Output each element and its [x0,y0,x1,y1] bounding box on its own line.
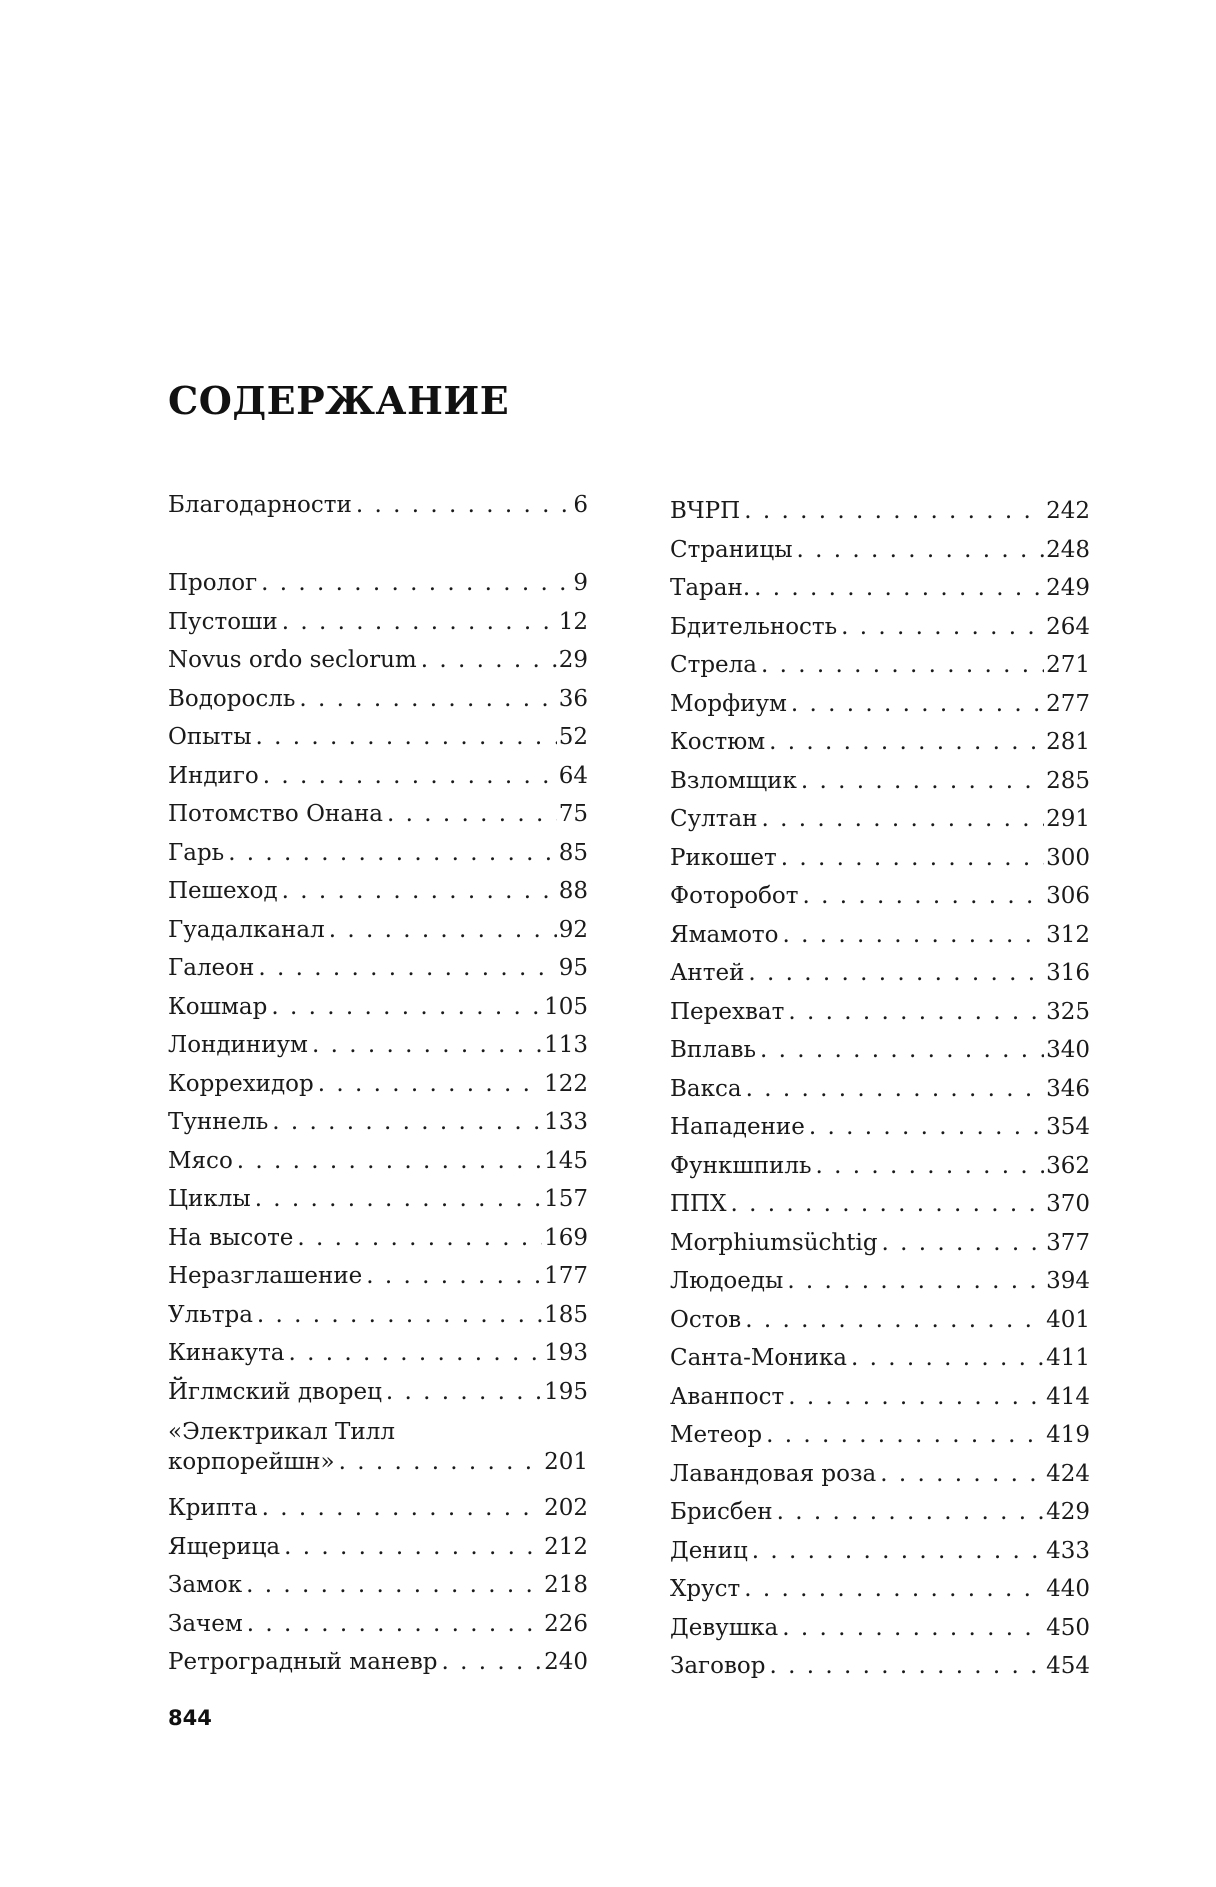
dot-leader [387,799,557,829]
toc-entry-page: 145 [544,1147,588,1174]
toc-entry-page: 242 [1046,498,1090,524]
toc-entry-page: 212 [544,1533,588,1560]
toc-entry-label: Коррехидор [168,1070,314,1097]
toc-entry [670,612,1090,642]
toc-entry-page: 277 [1046,690,1090,717]
dot-leader [801,766,1044,796]
toc-entry [168,1107,588,1137]
toc-entry [670,1536,1090,1566]
toc-entry [670,1035,1090,1065]
dot-leader [228,838,557,868]
toc-entry-label: Ретроградный маневр [168,1649,438,1675]
dot-leader [746,1074,1045,1104]
dot-leader [289,1338,543,1368]
toc-entry-label: Аванпост [670,1383,785,1410]
toc-entry-page: 133 [544,1109,588,1135]
toc-entry [670,1420,1090,1450]
dot-leader [803,881,1045,911]
dot-leader [312,1030,542,1060]
toc-entry-page: 195 [544,1378,588,1405]
toc-entry-label: Пешеход [168,878,278,904]
toc-entry-label: корпорейшн» [168,1449,335,1475]
dot-leader [386,1377,542,1407]
toc-entry-label: Дениц [670,1537,748,1564]
toc-entry [670,1651,1090,1681]
dot-leader [787,1266,1044,1296]
dot-leader [272,1107,542,1137]
toc-entry-page: 454 [1046,1653,1090,1679]
dot-leader [777,1497,1044,1527]
toc-entry-label: Благодарности [168,492,352,518]
toc-entry-label: Крипта [168,1495,258,1521]
toc-entry-label: Мясо [168,1147,233,1174]
toc-entry-page: 377 [1046,1229,1090,1256]
toc-entry-page: 218 [544,1572,588,1598]
toc-entry-label: Вплавь [670,1037,757,1063]
toc-entry [670,766,1090,796]
toc-entry-label: Замок [168,1572,243,1598]
toc-entry [168,568,588,598]
toc-entry [168,992,588,1022]
dot-leader [782,1613,1044,1643]
dot-leader [339,1447,543,1477]
toc-entry-page: 248 [1046,536,1090,563]
toc-entry-label: Хруст [670,1576,741,1602]
toc-entry-label: Novus ordo seclorum [168,647,417,673]
dot-leader [237,1146,542,1176]
toc-entry-page: 169 [544,1224,588,1251]
dot-leader [247,1609,542,1639]
toc-entry [168,838,588,868]
toc-entry [168,607,588,637]
toc-entry [168,876,588,906]
toc-entry-page: 177 [544,1263,588,1289]
toc-entry [168,1570,588,1600]
toc-entry-page: 157 [544,1186,588,1212]
toc-entry-page: 193 [544,1340,588,1366]
toc-entry-page: 202 [544,1495,588,1521]
toc-entry [670,573,1090,603]
toc-entry [168,645,588,675]
dot-leader [754,573,1044,603]
dot-leader [299,684,556,714]
toc-entry-label: Остов [670,1306,742,1333]
toc-entry [670,1613,1090,1643]
toc-entry-label: Нападение [670,1114,805,1140]
toc-entry-label: Ямамото [670,921,779,948]
dot-leader [297,1223,542,1253]
dot-leader [744,496,1044,526]
toc-entry-page: 271 [1046,652,1090,678]
toc-entry [670,997,1090,1027]
toc-entry-label: Людоеды [670,1268,784,1294]
dot-leader [731,1189,1045,1219]
toc-entry-page: 300 [1046,844,1090,871]
dot-leader [851,1343,1044,1373]
dot-leader [752,1536,1044,1566]
dot-leader [748,958,1044,988]
toc-entry-page: 424 [1046,1460,1090,1487]
toc-entry [670,1459,1090,1489]
toc-entry [168,1146,588,1176]
toc-entry [168,684,588,714]
toc-entry [168,1532,588,1562]
toc-entry-page: 36 [558,685,588,712]
toc-entry [168,1030,588,1060]
toc-entry [670,1497,1090,1527]
toc-entry [670,727,1090,757]
toc-entry-label: Стрела [670,652,757,678]
dot-leader [788,997,1044,1027]
toc-entry-label: Функшпиль [670,1152,812,1179]
toc-entry-page: 346 [1046,1075,1090,1102]
toc-entry [168,1609,588,1639]
toc-entry-page: 316 [1046,960,1090,986]
toc-entry-label: Перехват [670,998,785,1025]
toc-entry-page: 52 [558,724,588,750]
toc-entry [168,953,588,983]
toc-entry-page: 105 [544,993,588,1020]
dot-leader [258,953,556,983]
toc-entry-label: Султан [670,806,758,832]
toc-entry-label: ВЧРП [670,498,741,524]
toc-entry [168,761,588,791]
toc-entry-page: 92 [558,916,588,943]
toc-entry-page: 6 [573,492,588,518]
toc-entry-page: 362 [1046,1152,1090,1179]
toc-entry [168,1417,588,1477]
toc-entry-page: 291 [1046,806,1090,832]
toc-entry-page: 401 [1046,1306,1090,1333]
dot-leader [284,1532,542,1562]
toc-entry-page: 201 [544,1449,588,1475]
toc-entry-label: Санта-Моника [670,1345,847,1371]
toc-entry-page: 75 [558,801,588,827]
toc-entry [168,1493,588,1523]
toc-entry [168,915,588,945]
dot-leader [880,1459,1044,1489]
toc-entry-page: 450 [1046,1614,1090,1641]
toc-entry-page: 340 [1046,1037,1090,1063]
toc-entry [670,650,1090,680]
dot-leader [256,722,557,752]
toc-entry-page: 370 [1046,1191,1090,1217]
toc-entry-page: 429 [1046,1499,1090,1525]
dot-leader [769,1651,1044,1681]
toc-entry-label: Зачем [168,1610,243,1637]
toc-entry-label: «Электрикал Тилл [168,1419,395,1445]
toc-entry-page: 285 [1046,767,1090,794]
dot-leader [421,645,557,675]
toc-entry-page: 281 [1046,729,1090,755]
toc-entry-page: 113 [544,1032,588,1058]
toc-entry-label: ППХ [670,1191,727,1217]
toc-entry-page: 64 [558,762,588,789]
dot-leader [816,1151,1045,1181]
dot-leader [788,1382,1044,1412]
toc-entry-page: 411 [1046,1345,1090,1371]
dot-leader [781,843,1044,873]
dot-leader [744,1574,1044,1604]
dot-leader [261,568,571,598]
toc-entry-label: Опыты [168,724,252,750]
toc-entry-label: Ящерица [168,1533,281,1560]
dot-leader [282,876,557,906]
toc-entry-label: Циклы [168,1186,251,1212]
toc-entry-page: 414 [1046,1383,1090,1410]
toc-entry [168,1647,588,1677]
dot-leader [262,1493,542,1523]
toc-entry [670,1228,1090,1258]
toc-entry [670,1074,1090,1104]
toc-entry [670,958,1090,988]
dot-leader [809,1112,1044,1142]
toc-entry [670,1266,1090,1296]
dot-leader [766,1420,1044,1450]
dot-leader [282,607,557,637]
dot-leader [797,535,1045,565]
toc-entry [670,920,1090,950]
toc-entry-label: Лавандовая роза [670,1460,877,1487]
toc-entry-page: 122 [544,1070,588,1097]
toc-entry-label: Неразглашение [168,1263,363,1289]
toc-entry-page: 85 [558,839,588,866]
toc-entry-label: Брисбен [670,1499,773,1525]
toc-entry-page: 29 [558,647,588,673]
toc-entry [670,843,1090,873]
toc-entry-page: 306 [1046,883,1090,909]
toc-entry [670,1574,1090,1604]
toc-entry-page: 394 [1046,1268,1090,1294]
toc-entry-label: Ультра [168,1301,253,1328]
toc-entry [670,1382,1090,1412]
dot-leader [783,920,1045,950]
toc-entry-label: Метеор [670,1422,763,1448]
toc-entry-label: Антей [670,960,745,986]
toc-entry-label: Взломщик [670,767,797,794]
toc-entry [168,1069,588,1099]
dot-leader [442,1647,543,1677]
toc-entry [670,881,1090,911]
toc-entry [168,1184,588,1214]
dot-leader [356,490,572,520]
toc-entry-label: Пролог [168,570,258,596]
toc-entry-page: 12 [558,608,588,635]
toc-entry-label: Таран. [670,575,751,601]
toc-entry-label: Йглмский дворец [168,1378,382,1405]
dot-leader [882,1228,1045,1258]
toc-entry [168,1338,588,1368]
toc-entry-label: Кошмар [168,993,268,1020]
toc-entry [670,1305,1090,1335]
toc-entry-label: Бдительность [670,613,838,640]
toc-entry-page: 185 [544,1301,588,1328]
toc-entry-page: 88 [558,878,588,904]
toc-entry-page: 226 [544,1610,588,1637]
dot-leader [271,992,542,1022]
toc-entry-page: 419 [1046,1422,1090,1448]
toc-entry-label: Туннель [168,1109,269,1135]
dot-leader [318,1069,542,1099]
toc-entry [168,490,588,520]
dot-leader [329,915,557,945]
toc-entry [670,1151,1090,1181]
dot-leader [769,727,1044,757]
dot-leader [246,1570,542,1600]
toc-entry-label: Страницы [670,536,793,563]
toc-entry-label: Фоторобот [670,883,799,909]
dot-leader [745,1305,1044,1335]
toc-entry-label: Галеон [168,955,255,981]
toc-entry-label: Пустоши [168,608,278,635]
dot-leader [255,1184,542,1214]
toc-entry [168,1223,588,1253]
toc-entry-label: Гарь [168,839,225,866]
toc-entry-label: Девушка [670,1614,779,1641]
toc-entry-label: Потомство Онана [168,801,384,827]
dot-leader [760,1035,1044,1065]
dot-leader [366,1261,542,1291]
dot-leader [257,1300,542,1330]
toc-entry [670,689,1090,719]
toc-entry-label: Костюм [670,729,766,755]
toc-entry-page: 433 [1046,1537,1090,1564]
toc-entry-label: Рикошет [670,844,777,871]
toc-entry-label: На высоте [168,1224,294,1251]
toc-entry-label: Водоросль [168,685,296,712]
toc-entry-label: Заговор [670,1653,766,1679]
toc-entry-page: 440 [1046,1576,1090,1602]
toc-entry-label: Гуадалканал [168,916,325,943]
toc-entry-page: 9 [573,570,588,596]
dot-leader [263,761,557,791]
toc-entry-label: Вакса [670,1075,742,1102]
toc-entry-label: Морфиум [670,690,787,717]
dot-leader [762,804,1045,834]
toc-entry [168,799,588,829]
dot-leader [761,650,1044,680]
toc-entry-label: Morphiumsüchtig [670,1229,878,1256]
toc-entry [168,1377,588,1407]
toc-entry-page: 354 [1046,1114,1090,1140]
toc-entry-label: Кинакута [168,1340,285,1366]
toc-entry [670,1189,1090,1219]
toc-entry [168,722,588,752]
toc-entry [670,804,1090,834]
dot-leader [841,612,1044,642]
toc-entry-page: 240 [544,1649,588,1675]
toc-entry [670,535,1090,565]
toc-entry [670,1343,1090,1373]
toc-entry-label: Лондиниум [168,1032,308,1058]
toc-entry-page: 249 [1046,575,1090,601]
toc-entry [670,496,1090,526]
toc-entry [670,1112,1090,1142]
toc-entry [168,1300,588,1330]
toc-entry-page: 325 [1046,998,1090,1025]
page-number: 844 [168,1706,212,1730]
toc-entry-label: Индиго [168,762,259,789]
toc-entry-page: 264 [1046,613,1090,640]
toc-entry-page: 312 [1046,921,1090,948]
page-title: СОДЕРЖАНИЕ [168,378,510,423]
toc-entry [168,1261,588,1291]
toc-entry-page: 95 [558,955,588,981]
dot-leader [791,689,1044,719]
